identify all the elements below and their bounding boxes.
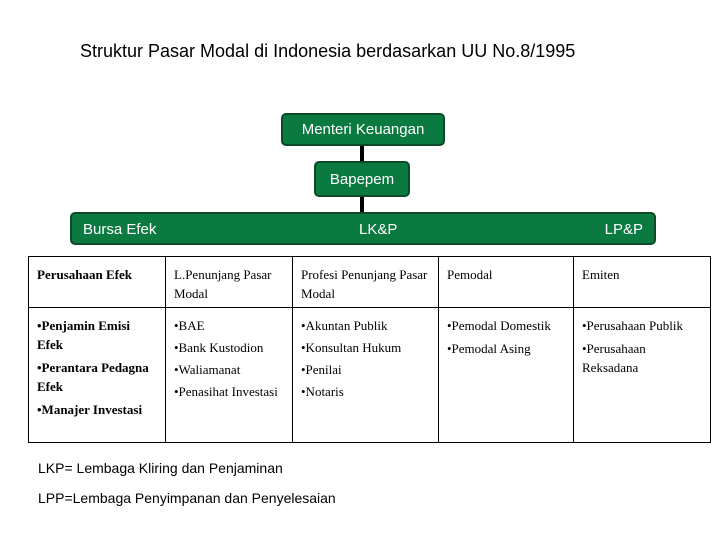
list-item: •Konsultan Hukum xyxy=(301,340,402,355)
header-lembaga-penunjang: L.Penunjang Pasar Modal xyxy=(166,257,293,308)
list-item: •Bank Kustodion xyxy=(174,340,264,355)
cell-perusahaan-efek xyxy=(29,308,166,443)
list-item: •Penilai xyxy=(301,362,342,377)
node-bapepem-label: Bapepem xyxy=(329,170,395,188)
node-menteri-keuangan xyxy=(281,113,445,146)
list-item: •BAE xyxy=(174,318,205,333)
list-item: •Penasihat Investasi xyxy=(174,384,278,399)
list-item: •Notaris xyxy=(301,384,344,399)
table-header-row xyxy=(29,257,711,308)
cell-lembaga-penunjang xyxy=(166,308,293,443)
node-institutions-bar xyxy=(70,212,656,245)
structure-table xyxy=(28,256,711,443)
node-bapepem xyxy=(314,161,410,197)
bar-label-lpp: LP&P xyxy=(604,221,643,238)
cell-emiten xyxy=(574,308,711,443)
header-pemodal: Pemodal xyxy=(439,257,574,308)
connector-bapepem-bar xyxy=(360,196,364,213)
connector-menteri-bapepem xyxy=(360,145,364,161)
list-item: •Perusahaan Publik xyxy=(582,318,683,333)
note-lkp: LKP= Lembaga Kliring dan Penjaminan xyxy=(38,460,283,476)
cell-profesi-penunjang xyxy=(293,308,439,443)
page-title: Struktur Pasar Modal di Indonesia berdasarkan UU No.8/1995 xyxy=(80,41,576,61)
list-item: •Perusahaan Reksadana xyxy=(582,341,646,375)
node-menteri-keuangan-label: Menteri Keuangan xyxy=(301,121,425,138)
table-row xyxy=(29,308,711,443)
header-perusahaan-efek: Perusahaan Efek xyxy=(29,257,166,308)
list-item: •Akuntan Publik xyxy=(301,318,388,333)
header-profesi-penunjang: Profesi Penunjang Pasar Modal xyxy=(293,257,439,308)
header-emiten: Emiten xyxy=(574,257,711,308)
cell-pemodal xyxy=(439,308,574,443)
list-item: •Pemodal Asing xyxy=(447,341,531,356)
list-item: •Manajer Investasi xyxy=(37,402,143,417)
list-item: •Pemodal Domestik xyxy=(447,318,551,333)
list-item: •Penjamin Emisi Efek xyxy=(37,318,131,352)
list-item: •Perantara Pedagna Efek xyxy=(37,360,149,394)
bar-label-lkp: LK&P xyxy=(359,221,398,238)
note-lpp: LPP=Lembaga Penyimpanan dan Penyelesaian xyxy=(38,490,336,506)
bar-label-bursa-efek: Bursa Efek xyxy=(83,221,157,238)
list-item: •Waliamanat xyxy=(174,362,241,377)
